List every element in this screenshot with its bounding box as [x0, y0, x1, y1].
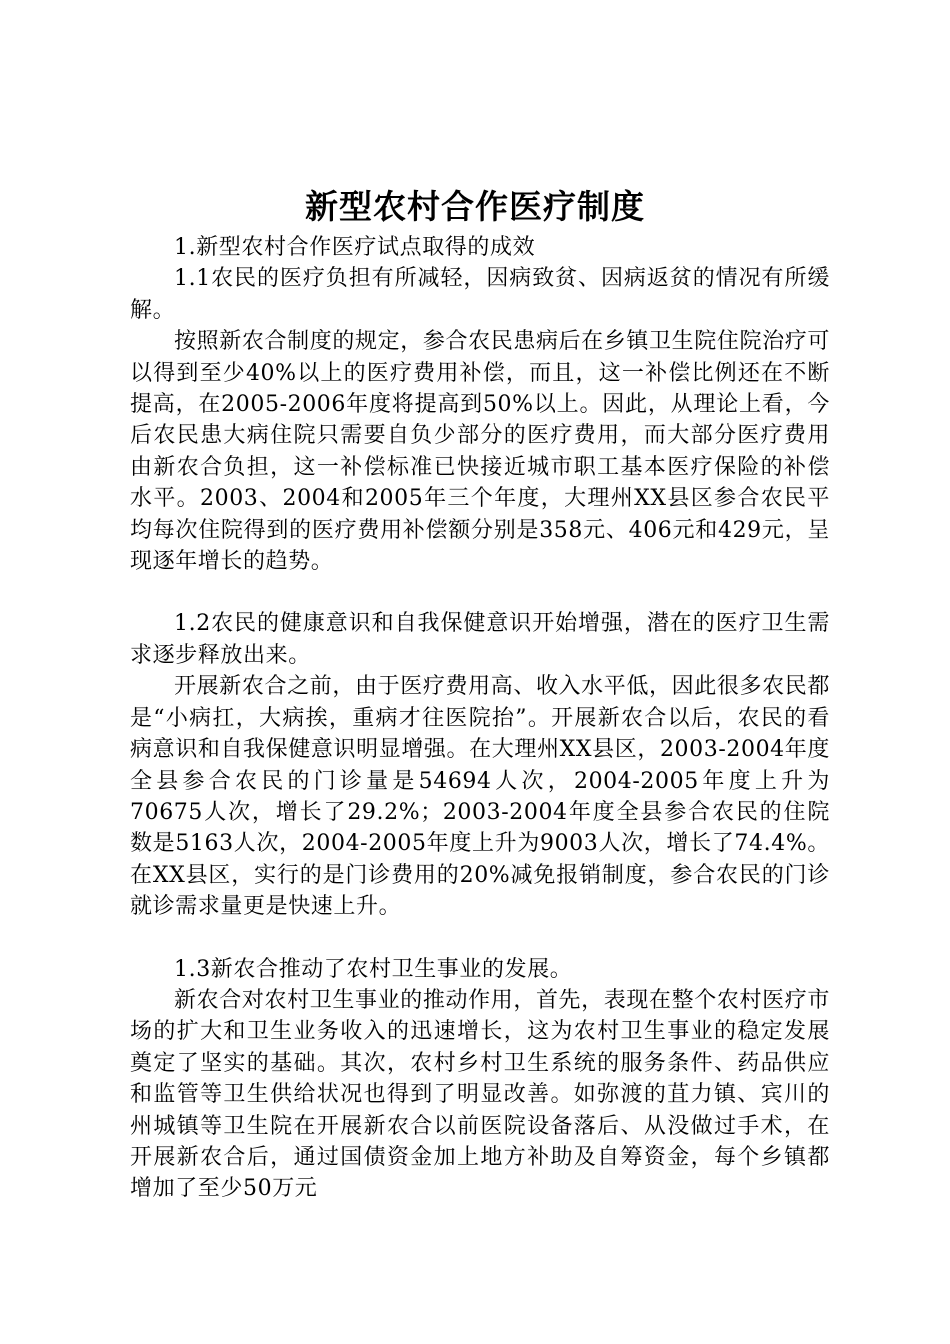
subsection-heading-1-3: 1.3新农合推动了农村卫生事业的发展。: [174, 956, 573, 982]
paragraph-1-2: 开展新农合之前，由于医疗费用高、收入水平低，因此很多农民都是“小病扛，大病挨，重病才往医院抬”。开展新农合以后，农民的看病意识和自我保健意识明显增强。在大理州XX县区，2003-2004年度全县参合农民的门诊量是54694人次，2004-2005年度上升为70675人次，增长了29.2%；2003-2004年度全县参合农民的住院数是5163人次，2004-2005年度上升为9003人次，增长了74.4%。在XX县区，实行的是门诊费用的20%减免报销制度，参合农民的门诊就诊需求量更是快速上升。: [130, 674, 830, 920]
document-body: [130, 232, 830, 1205]
paragraph-1-1: 按照新农合制度的规定，参合农民患病后在乡镇卫生院住院治疗可以得到至少40%以上的医疗费用补偿，而且，这一补偿比例还在不断提高，在2005-2006年度将提高到50%以上。因此，从理论上看，今后农民患大病住院只需要自负少部分的医疗费用，而大部分医疗费用由新农合负担，这一补偿标准已快接近城市职工基本医疗保险的补偿水平。2003、2004和2005年三个年度，大理州XX县区参合农民平均每次住院得到的医疗费用补偿额分别是358元、406元和429元，呈现逐年增长的趋势。: [130, 329, 830, 575]
subsection-heading-1-1: 1.1农民的医疗负担有所减轻，因病致贫、因病返贫的情况有所缓解。: [130, 266, 830, 323]
section-heading-1: 1.新型农村合作医疗试点取得的成效: [174, 235, 536, 260]
document-title: 新型农村合作医疗制度: [305, 187, 645, 226]
subsection-heading-1-2: 1.2农民的健康意识和自我保健意识开始增强，潜在的医疗卫生需求逐步释放出来。: [130, 611, 830, 668]
paragraph-1-3: 新农合对农村卫生事业的推动作用，首先，表现在整个农村医疗市场的扩大和卫生业务收入的迅速增长，这为农村卫生事业的稳定发展奠定了坚实的基础。其次，农村乡村卫生系统的服务条件、药品供应和监管等卫生供给状况也得到了明显改善。如弥渡的苴力镇、宾川的州城镇等卫生院在开展新农合以前医院设备落后、从没做过手术，在开展新农合后，通过国债资金加上地方补助及自筹资金，每个乡镇都增加了至少50万元: [130, 987, 830, 1202]
